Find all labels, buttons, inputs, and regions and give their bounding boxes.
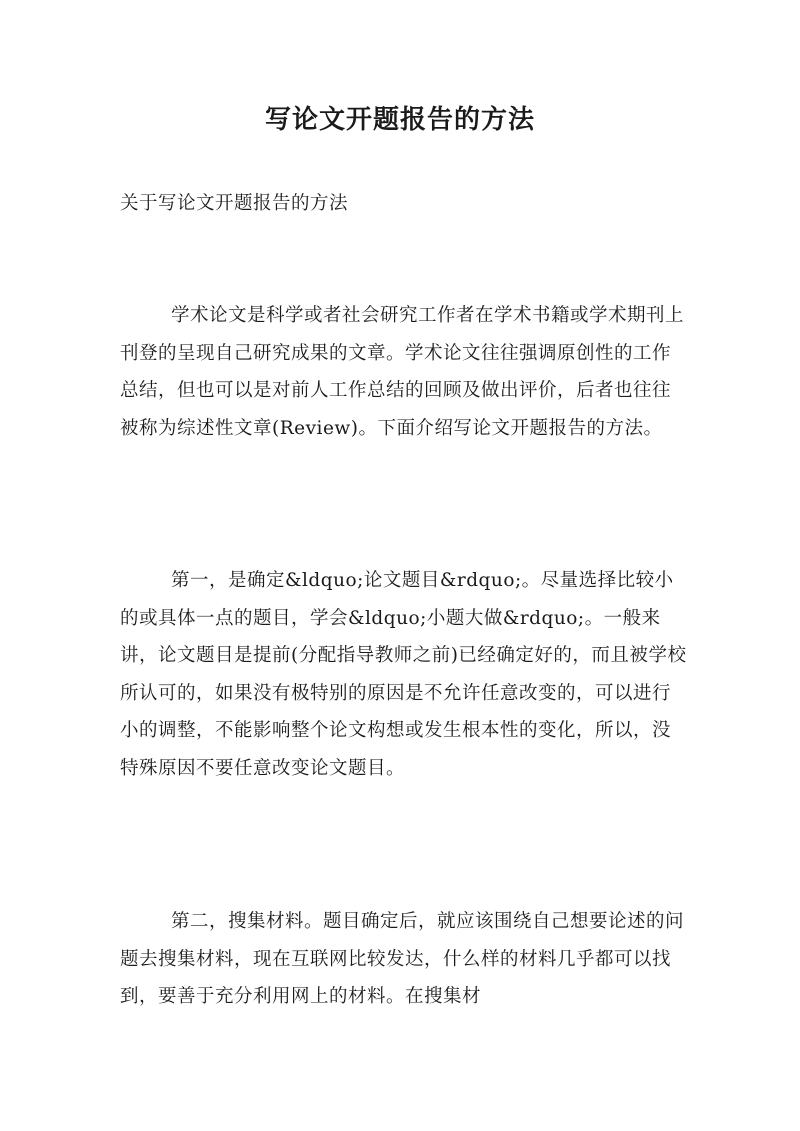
document-subtitle: 关于写论文开题报告的方法 [120,193,349,214]
document-title: 写论文开题报告的方法 [264,105,535,135]
paragraph-second-step: 第二，搜集材料。题目确定后，就应该围绕自己想要论述的问题去搜集材料，现在互联网比较发达，什么样的材料几乎都可以找到，要善于充分利用网上的材料。在搜集材 [120,911,685,1007]
paragraph-intro: 学术论文是科学或者社会研究工作者在学术书籍或学术期刊上刊登的呈现自己研究成果的文章。学术论文往往强调原创性的工作总结，但也可以是对前人工作总结的回顾及做出评价，后者也往往被称为综述性文章(Review)。下面介绍写论文开题报告的方法。 [120,305,685,439]
paragraph-first-step: 第一，是确定&ldquo;论文题目&rdquo;。尽量选择比较小的或具体一点的题目，学会&ldquo;小题大做&rdquo;。一般来讲，论文题目是提前(分配指导教师之前)已经确定好的，而且被学校所认可的，如果没有极特别的原因是不允许任意改变的，可以进行小的调整，不能影响整个论文构想或发生根本性的变化，所以，没特殊原因不要任意改变论文题目。 [120,570,687,779]
